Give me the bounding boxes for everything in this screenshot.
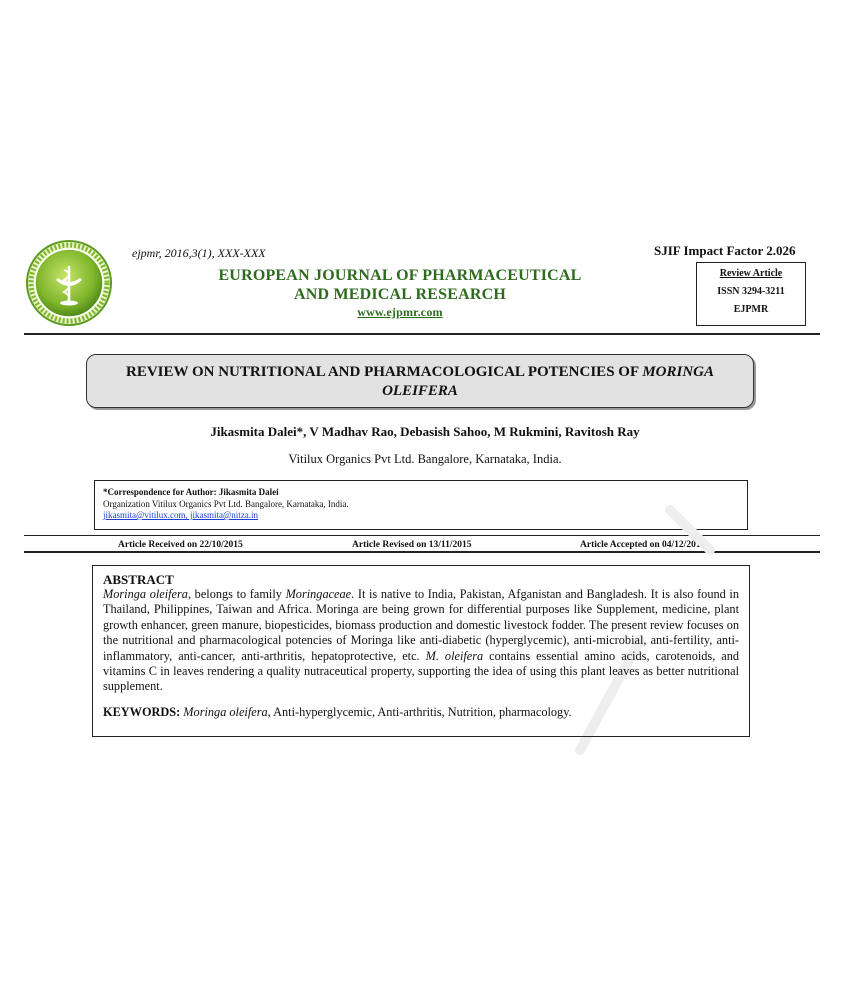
article-title-species-1: MORINGA bbox=[642, 364, 714, 380]
article-title-main: REVIEW ON NUTRITIONAL AND PHARMACOLOGICAL POTENCIES OF bbox=[125, 364, 643, 380]
article-title-species-2: OLEIFERA bbox=[382, 383, 458, 399]
journal-url-link[interactable]: www.ejpmr.com bbox=[357, 305, 443, 319]
author-list: Jikasmita Dalei*, V Madhav Rao, Debasish Sahoo, M Rukmini, Ravitosh Ray bbox=[210, 424, 640, 439]
issn: ISSN 3294-3211 bbox=[717, 286, 785, 297]
correspondence-author: *Correspondence for Author: Jikasmita Dalei bbox=[103, 487, 279, 497]
article-type: Review Article bbox=[719, 268, 783, 279]
journal-logo bbox=[26, 240, 112, 326]
header-divider bbox=[24, 333, 820, 335]
abstract-species-short: M. oleifera bbox=[425, 648, 484, 663]
journal-info-box bbox=[696, 262, 806, 326]
keywords-line bbox=[103, 705, 739, 720]
journal-title bbox=[160, 266, 640, 320]
abstract-seg3: contains essential amino acids, carotenoids, and vitamins C in leaves rendering a quality nutraceutical property, supporting the idea of using this plant leaves as better nutritional supplement. bbox=[103, 648, 740, 694]
journal-title-line1: EUROPEAN JOURNAL OF PHARMACEUTICAL bbox=[218, 267, 582, 284]
date-revised: Article Revised on 13/11/2015 bbox=[352, 540, 472, 550]
abstract-seg1: , belongs to family bbox=[187, 587, 286, 601]
affiliation: Vitilux Organics Pvt Ltd. Bangalore, Karnataka, India. bbox=[288, 452, 562, 466]
keywords-rest: , Anti-hyperglycemic, Anti-arthritis, Nutrition, pharmacology. bbox=[267, 704, 572, 719]
keywords-label: KEYWORDS: bbox=[103, 704, 181, 719]
article-title-box bbox=[86, 354, 754, 408]
abstract-species: Moringa oleifera bbox=[103, 587, 188, 601]
date-accepted: Article Accepted on 04/12/2015 bbox=[580, 540, 706, 550]
journal-abbrev: EJPMR bbox=[733, 304, 769, 315]
journal-title-line2: AND MEDICAL RESEARCH bbox=[293, 286, 507, 303]
impact-factor: SJIF Impact Factor 2.026 bbox=[654, 243, 796, 258]
date-received: Article Received on 22/10/2015 bbox=[118, 540, 243, 550]
correspondence-organization: Organization Vitilux Organics Pvt Ltd. Bangalore, Karnataka, India. bbox=[103, 498, 349, 509]
abstract-seg2: . It is native to India, Pakistan, Afganistan and Bangladesh. It is also found in Thailand, Philippines, Taiwan and Africa. Moringa are being grown for differential purposes like Supplement, medicine, plant growth enhancer, green manure, biopesticides, biomass production and domestic livestock fodder. The present review focuses on the nutritional and pharmacological potencies of Moringa like anti-diabetic (hyperglycemic), anti-microbial, anti-fertility, anti-inflammatory, anti-cancer, anti-arthritis, hepatoprotective, etc. bbox=[103, 587, 739, 663]
abstract-heading: ABSTRACT bbox=[103, 572, 174, 587]
abstract-family: Moringaceae bbox=[285, 587, 352, 601]
abstract-text bbox=[103, 587, 739, 695]
keywords-species: Moringa oleifera bbox=[183, 704, 268, 719]
correspondence-email-link[interactable]: jikasmita@vitilux.com, jikasmita@nitza.in bbox=[103, 510, 259, 520]
citation-line: ejpmr, 2016,3(1), XXX-XXX bbox=[132, 246, 266, 260]
abstract-box bbox=[92, 565, 750, 737]
